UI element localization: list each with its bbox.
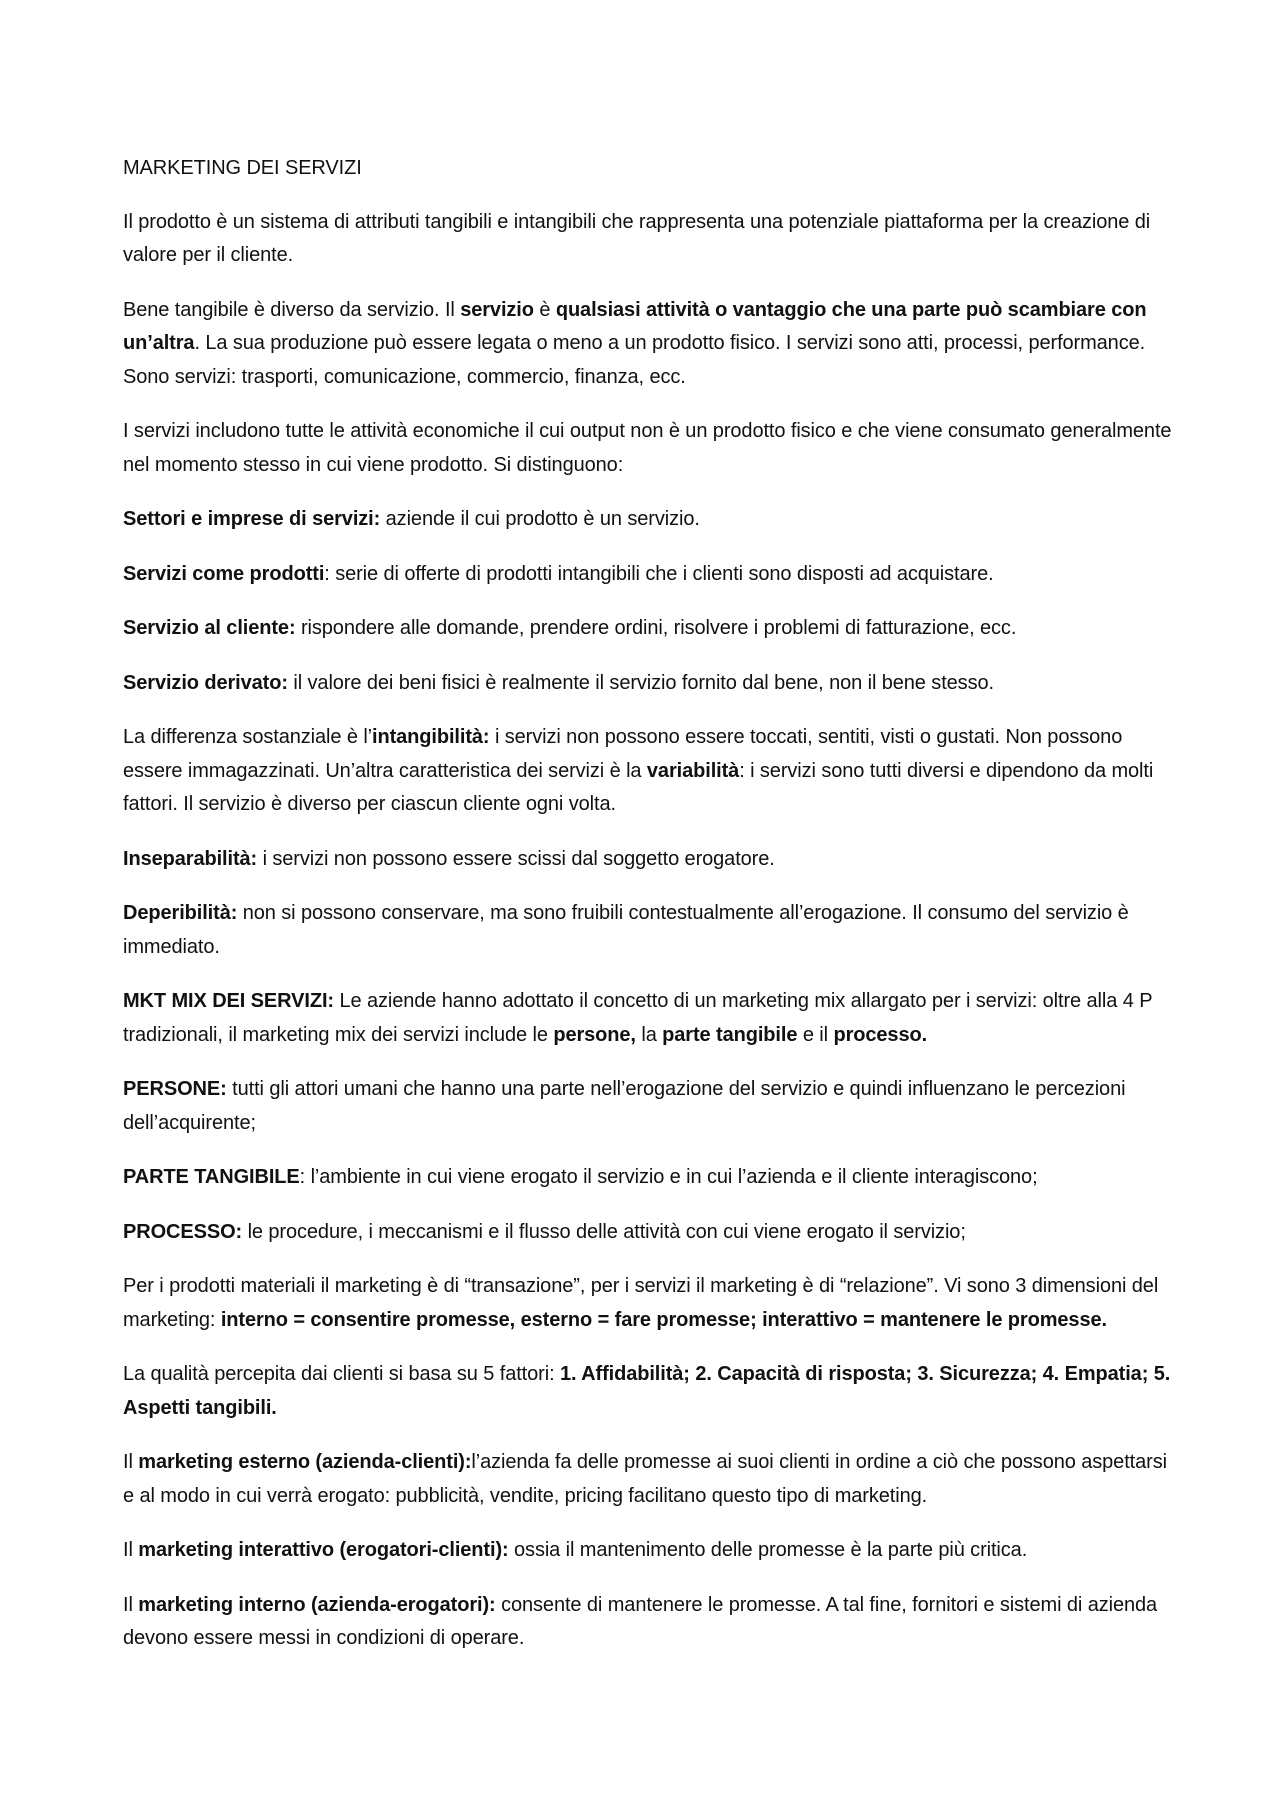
- text-segment: tutti gli attori umani che hanno una parte nell’erogazione del servizio e quindi influenzano le percezioni dell’acquirente;: [123, 1078, 1126, 1134]
- paragraph: [123, 415, 1173, 482]
- bold-text: Inseparabilità:: [123, 847, 258, 870]
- text-segment: l’azienda fa delle promesse ai suoi clienti in ordine a ciò che possono aspettarsi e al modo in cui verrà erogato: pubblicità, vendite, pricing facilitano questo tipo di marketing.: [123, 1451, 1167, 1507]
- bold-text: persone,: [553, 1023, 636, 1046]
- text-segment: I servizi includono tutte le attività economiche il cui output non è un prodotto fisico e che viene consumato generalmente nel momento stesso in cui viene prodotto. Si distinguono:: [123, 420, 1172, 476]
- bold-text: PARTE TANGIBILE: [123, 1166, 300, 1188]
- bold-text: MKT MIX DEI SERVIZI:: [123, 990, 334, 1012]
- text-segment: Il: [123, 1539, 139, 1561]
- document-title: MARKETING DEI SERVIZI: [123, 157, 362, 179]
- text-segment: La differenza sostanziale è l’: [123, 726, 373, 748]
- bold-text: marketing interno (azienda-erogatori):: [138, 1593, 496, 1616]
- document-body: [123, 206, 1173, 1656]
- text-segment: rispondere alle domande, prendere ordini, risolvere i problemi di fatturazione, ecc.: [295, 617, 1017, 639]
- paragraph: [123, 985, 1173, 1052]
- text-segment: il valore dei beni fisici è realmente il servizio fornito dal bene, non il bene stesso.: [287, 671, 994, 694]
- bold-text: Settori e imprese di servizi:: [123, 508, 381, 530]
- text-segment: e il: [797, 1023, 834, 1046]
- text-segment: la: [635, 1023, 663, 1046]
- text-segment: Bene tangibile è diverso da servizio. Il: [123, 298, 461, 321]
- text-segment: Il: [123, 1593, 139, 1616]
- bold-text: Servizio derivato:: [123, 671, 288, 694]
- text-segment: Per i prodotti materiali il marketing è di “transazione”, per i servizi il marketing è di “relazione”. Vi sono 3 dimensioni del marketing:: [123, 1275, 1159, 1331]
- bold-text: Deperibilità:: [123, 902, 238, 924]
- text-segment: Il prodotto è un sistema di attributi tangibili e intangibili che rappresenta una potenziale piattaforma per la creazione di valore per il cliente.: [123, 210, 1151, 266]
- paragraph: [123, 721, 1173, 822]
- paragraph: [123, 1589, 1173, 1656]
- text-segment: Il: [123, 1451, 139, 1473]
- bold-text: Servizi come prodotti: [123, 562, 325, 585]
- bold-text: intangibilità:: [372, 726, 490, 748]
- bold-text: variabilità: [646, 759, 740, 782]
- bold-text: interno = consentire promesse, esterno = fare promesse; interattivo = mantenere le promesse.: [220, 1308, 1107, 1331]
- paragraph: [123, 843, 1173, 877]
- text-segment: non si possono conservare, ma sono fruibili contestualmente all’erogazione. Il consumo del servizio è immediato.: [123, 902, 1129, 958]
- paragraph: [123, 558, 1173, 592]
- document-page: [123, 152, 1173, 1677]
- bold-text: qualsiasi attività o vantaggio che una parte può scambiare con un’altra: [123, 298, 1147, 354]
- paragraph: [123, 294, 1173, 395]
- text-segment: i servizi non possono essere toccati, sentiti, visti o gustati. Non possono essere immagazzinati. Un’altra caratteristica dei servizi è la: [123, 726, 1123, 782]
- paragraph: [123, 1534, 1173, 1568]
- paragraph: [123, 206, 1173, 273]
- paragraph: [123, 1270, 1173, 1337]
- paragraph: [123, 1216, 1173, 1250]
- text-segment: i servizi non possono essere scissi dal soggetto erogatore.: [257, 847, 775, 870]
- bold-text: parte tangibile: [662, 1023, 798, 1046]
- bold-text: Servizio al cliente:: [123, 617, 296, 639]
- text-segment: le procedure, i meccanismi e il flusso delle attività con cui viene erogato il servizio;: [242, 1220, 966, 1243]
- text-segment: : l’ambiente in cui viene erogato il servizio e in cui l’azienda e il cliente interagiscono;: [299, 1166, 1038, 1188]
- paragraph: [123, 1161, 1173, 1195]
- paragraph: [123, 1358, 1173, 1425]
- bold-text: PERSONE:: [123, 1078, 227, 1100]
- bold-text: marketing interattivo (erogatori-clienti):: [138, 1539, 509, 1561]
- paragraph: [123, 897, 1173, 964]
- text-segment: : serie di offerte di prodotti intangibili che i clienti sono disposti ad acquistare.: [324, 562, 994, 585]
- paragraph: [123, 1073, 1173, 1140]
- text-segment: : i servizi sono tutti diversi e dipendono da molti fattori. Il servizio è diverso per ciascun cliente ogni volta.: [123, 759, 1154, 815]
- bold-text: marketing esterno (azienda-clienti):: [138, 1451, 472, 1473]
- text-segment: è: [533, 298, 556, 321]
- text-segment: Le aziende hanno adottato il concetto di un marketing mix allargato per i servizi: oltre alla 4 P tradizionali, il marketing mix dei servizi include le: [123, 990, 1153, 1046]
- bold-text: servizio: [460, 298, 534, 321]
- bold-text: 1. Affidabilità; 2. Capacità di risposta; 3. Sicurezza; 4. Empatia; 5. Aspetti tangibili.: [123, 1363, 1171, 1419]
- text-segment: . La sua produzione può essere legata o meno a un prodotto fisico. I servizi sono atti, processi, performance. Sono servizi: trasporti, comunicazione, commercio, finanza, ecc.: [123, 332, 1146, 388]
- bold-text: PROCESSO:: [123, 1220, 243, 1243]
- paragraph: [123, 503, 1173, 537]
- text-segment: aziende il cui prodotto è un servizio.: [380, 508, 700, 530]
- text-segment: La qualità percepita dai clienti si basa su 5 fattori:: [123, 1363, 560, 1385]
- text-segment: ossia il mantenimento delle promesse è la parte più critica.: [508, 1539, 1028, 1561]
- paragraph: [123, 1446, 1173, 1513]
- paragraph: [123, 612, 1173, 646]
- bold-text: processo.: [833, 1023, 928, 1046]
- paragraph: [123, 667, 1173, 701]
- text-segment: consente di mantenere le promesse. A tal fine, fornitori e sistemi di azienda devono essere messi in condizioni di operare.: [123, 1593, 1158, 1649]
